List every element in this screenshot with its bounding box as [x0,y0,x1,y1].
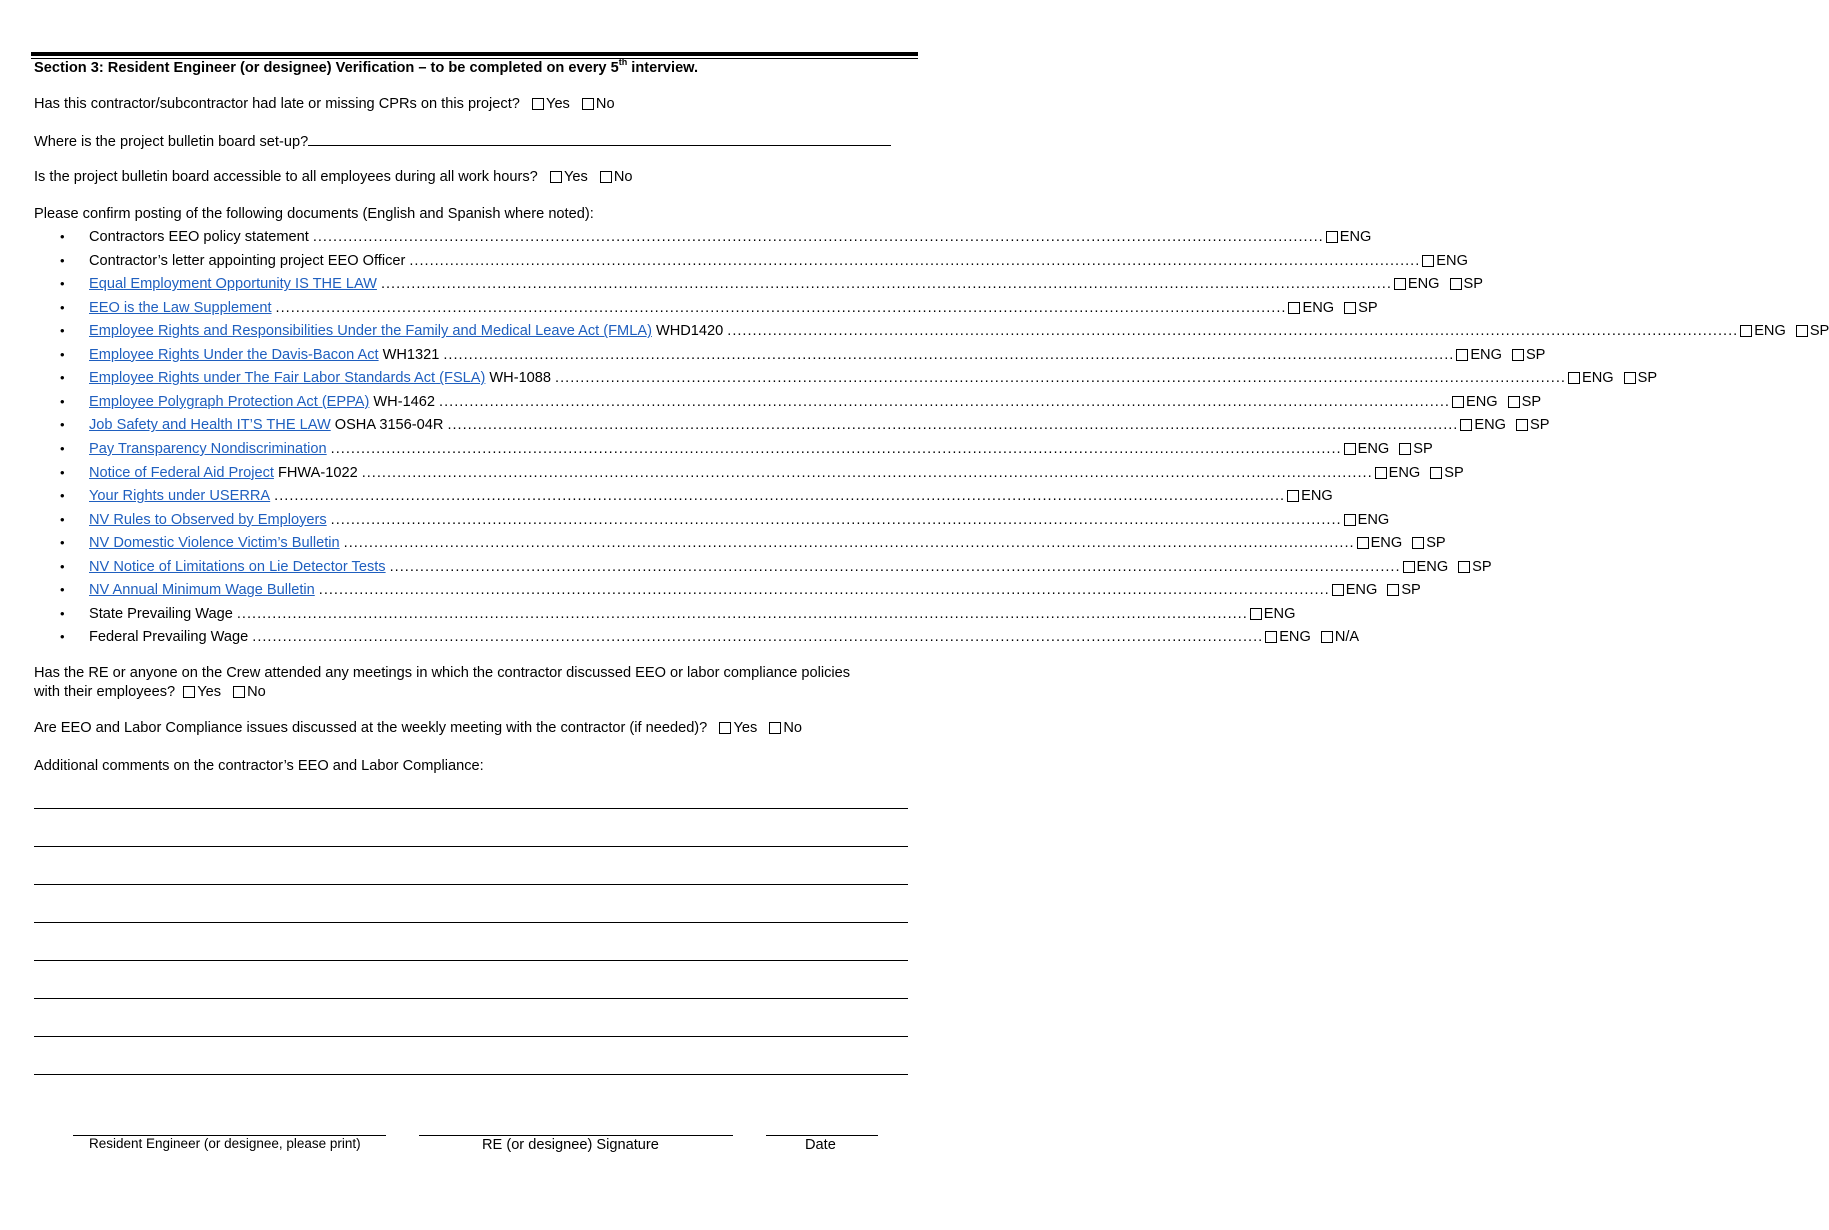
bullet-icon: • [60,582,65,598]
name-print-label: Resident Engineer (or designee, please print) [89,1136,361,1151]
document-item [60,299,1378,317]
checkbox-box[interactable] [1460,419,1472,431]
language-checkboxes [1422,252,1468,270]
language-checkboxes [1288,299,1377,317]
checkbox-eng[interactable] [1394,275,1440,293]
document-item [60,605,1296,623]
checkbox-box[interactable] [1624,372,1636,384]
checkbox-label: ENG [1407,276,1440,293]
comment-line[interactable] [34,1074,908,1075]
checkbox-eng[interactable] [1422,252,1468,270]
bullet-icon: • [60,252,65,268]
comment-line[interactable] [34,1036,908,1037]
question-meetings-line2 [34,683,266,701]
dot-leader: ........................................................................................................................................................................................................ [318,582,1330,599]
checkbox-sp[interactable] [1458,558,1491,576]
document-link[interactable]: Employee Rights under The Fair Labor Standards Act (FSLA) [89,370,486,387]
document-title: Contractor’s letter appointing project EEO Officer [89,252,406,269]
document-item [60,511,1390,529]
document-link[interactable]: Employee Polygraph Protection Act (EPPA) [89,393,370,410]
checkbox-yes[interactable]: Yes [550,169,588,185]
bullet-icon: • [60,276,65,292]
checkbox-yes[interactable]: Yes [719,720,757,736]
document-item [60,558,1492,576]
bulletin-location-field[interactable] [308,132,891,146]
language-checkboxes [1344,511,1390,529]
document-item [60,628,1360,646]
dot-leader: ........................................................................................................................................................................................................ [555,370,1566,387]
document-item [60,393,1542,411]
checkbox-label: SP [1472,558,1492,575]
checkbox-box[interactable] [1375,467,1387,479]
checkbox-label: ENG [1474,417,1506,434]
checkbox-label: SP [1525,346,1546,363]
dot-leader: ........................................................................................................................................................................................................ [447,417,1459,434]
posting-intro: Please confirm posting of the following documents (English and Spanish where noted): [34,206,594,222]
checkbox-box[interactable] [1326,231,1338,243]
checkbox-sp[interactable] [1412,534,1445,552]
checkbox-sp[interactable] [1450,275,1483,293]
document-code: WH1321 [382,346,440,363]
bullet-icon: • [60,417,65,433]
checkbox-box[interactable] [1456,349,1468,361]
checkbox-box[interactable] [1344,443,1356,455]
checkbox-no[interactable]: No [769,720,802,736]
document-link[interactable]: Employee Rights and Responsibilities Under the Family and Medical Leave Act (FMLA) [89,323,652,340]
checkbox-box[interactable] [1344,514,1356,526]
checkbox-box[interactable] [1288,302,1300,314]
checkbox-box[interactable] [1422,255,1434,267]
question-text: with their employees? [34,684,176,700]
question-bulletin-access [34,168,632,186]
document-item [60,581,1421,599]
language-checkboxes [1375,464,1464,482]
bullet-icon: • [60,629,65,645]
dot-leader: ........................................................................................................................................................................................................ [439,393,1450,410]
checkbox-eng[interactable] [1344,440,1390,458]
checkbox-sp[interactable] [1399,440,1432,458]
checkbox-box[interactable] [1458,561,1470,573]
checkbox-label: ENG [1345,582,1378,599]
language-checkboxes [1326,228,1372,246]
document-item [60,440,1433,458]
question-weekly-meeting [34,719,802,737]
checkbox-eng[interactable] [1403,558,1449,576]
document-link[interactable]: NV Rules to Observed by Employers [89,511,327,528]
checkbox-eng[interactable] [1460,416,1506,434]
checkbox-box[interactable] [1399,443,1411,455]
checkbox-label: ENG [1470,346,1502,363]
checkbox-label: ENG [1465,393,1498,410]
checkbox-box[interactable] [183,686,195,698]
document-item [60,464,1464,482]
checkbox-label: SP [1401,582,1421,599]
document-item [60,228,1372,246]
checkbox-eng[interactable] [1326,228,1372,246]
checkbox-box[interactable] [1452,396,1464,408]
language-checkboxes [1332,581,1421,599]
language-checkboxes [1460,416,1549,434]
bullet-icon: • [60,464,65,480]
checkbox-box[interactable] [769,722,781,734]
question-late-cprs [34,95,615,113]
checkbox-eng[interactable] [1288,299,1334,317]
document-link[interactable]: NV Annual Minimum Wage Bulletin [89,582,315,599]
document-item [60,416,1550,434]
checkbox-box[interactable] [1412,537,1424,549]
checkbox-box[interactable] [233,686,245,698]
language-checkboxes [1265,628,1359,646]
dot-leader: ........................................................................................................................................................................................................ [727,323,1739,340]
comment-line[interactable] [34,960,908,961]
checkbox-label: ENG [1301,488,1333,505]
bullet-icon: • [60,299,65,315]
bullet-icon: • [60,229,65,244]
dot-leader: ........................................................................................................................................................................................................ [330,511,1342,528]
dot-leader: ........................................................................................................................................................................................................ [443,346,1455,363]
checkbox-box[interactable] [1394,278,1406,290]
question-bulletin-location [34,132,891,151]
checkbox-no[interactable]: No [600,169,633,185]
checkbox-box[interactable] [1250,608,1262,620]
bullet-icon: • [60,511,65,527]
document-link[interactable]: NV Notice of Limitations on Lie Detector Tests [89,558,386,575]
checkbox-sp[interactable] [1387,581,1420,599]
date-label: Date [805,1137,836,1153]
bullet-icon: • [60,323,65,339]
checkbox-eng[interactable] [1250,605,1296,623]
checkbox-box[interactable] [719,722,731,734]
checkbox-label: ENG [1263,605,1296,622]
checkbox-eng[interactable] [1332,581,1378,599]
comment-line[interactable] [34,884,908,885]
document-link[interactable]: Pay Transparency Nondiscrimination [89,440,327,457]
checkbox-label: SP [1358,299,1378,316]
checkbox-no[interactable]: No [582,96,615,112]
checkbox-label: SP [1444,464,1464,481]
question-text: Has this contractor/subcontractor had late or missing CPRs on this project? [34,96,520,112]
document-item [60,369,1658,387]
bullet-icon: • [60,488,65,504]
checkbox-sp[interactable] [1344,299,1377,317]
checkbox-box[interactable] [1740,325,1752,337]
checkbox-label: SP [1426,535,1446,552]
dot-leader: ........................................................................................................................................................................................................ [275,299,1287,316]
comments-label: Additional comments on the contractor’s EEO and Labor Compliance: [34,758,484,774]
dot-leader: ........................................................................................................................................................................................................ [274,488,1286,505]
comment-line[interactable] [34,846,908,847]
bullet-icon: • [60,440,65,456]
language-checkboxes [1357,534,1446,552]
checkbox-sp[interactable] [1624,369,1657,387]
bullet-icon: • [60,346,65,362]
checkbox-box[interactable] [1344,302,1356,314]
language-checkboxes [1740,322,1829,340]
comment-line[interactable] [34,808,908,809]
checkbox-na[interactable] [1321,628,1359,646]
checkbox-sp[interactable] [1430,464,1463,482]
comment-line[interactable] [34,922,908,923]
comment-line[interactable] [34,998,908,999]
checkbox-box[interactable] [550,171,562,183]
dot-leader: ........................................................................................................................................................................................................ [252,629,1264,646]
checkbox-eng[interactable] [1357,534,1403,552]
checkbox-box[interactable] [600,171,612,183]
checkbox-label: ENG [1416,558,1449,575]
checkbox-box[interactable] [1512,349,1524,361]
checkbox-box[interactable] [532,98,544,110]
checkbox-eng[interactable] [1265,628,1311,646]
language-checkboxes [1456,346,1545,364]
checkbox-eng[interactable] [1344,511,1390,529]
checkbox-label: ENG [1302,299,1335,316]
checkbox-label: ENG [1388,464,1421,481]
document-item [60,534,1446,552]
checkbox-box[interactable] [1332,584,1344,596]
checkbox-label: SP [1809,323,1829,340]
language-checkboxes [1394,275,1483,293]
bullet-icon: • [60,558,65,574]
language-checkboxes [1403,558,1492,576]
document-link[interactable]: Your Rights under USERRA [89,488,271,505]
checkbox-eng[interactable] [1568,369,1614,387]
language-checkboxes [1452,393,1541,411]
section-heading: Section 3: Resident Engineer (or designee) Verification – to be completed on every 5th interview. [34,57,699,76]
date-line[interactable] [766,1135,878,1136]
document-link[interactable]: EEO is the Law Supplement [89,299,272,316]
signature-label: RE (or designee) Signature [482,1137,659,1153]
checkbox-box[interactable] [1450,278,1462,290]
checkbox-yes[interactable]: Yes [532,96,570,112]
document-link[interactable]: NV Domestic Violence Victim’s Bulletin [89,535,340,552]
top-rule-thick [31,52,918,56]
document-item [60,275,1483,293]
document-code: WH-1462 [373,393,436,410]
checkbox-box[interactable] [1321,631,1333,643]
checkbox-sp[interactable] [1796,322,1829,340]
checkbox-eng[interactable] [1375,464,1421,482]
document-link[interactable]: Notice of Federal Aid Project [89,464,274,481]
question-text: Are EEO and Labor Compliance issues discussed at the weekly meeting with the contractor (if needed)? [34,720,708,736]
document-code: OSHA 3156-04R [334,417,444,434]
document-item [60,322,1829,340]
dot-leader: ........................................................................................................................................................................................................ [361,464,1373,481]
checkbox-eng[interactable] [1456,346,1502,364]
checkbox-eng[interactable] [1452,393,1498,411]
document-code: FHWA-1022 [277,464,358,481]
bullet-icon: • [60,605,65,621]
bullet-icon: • [60,535,65,551]
checkbox-box[interactable] [1568,372,1580,384]
dot-leader: ........................................................................................................................................................................................................ [236,605,1248,622]
document-link[interactable]: Employee Rights Under the Davis-Bacon Act [89,346,379,363]
checkbox-box[interactable] [582,98,594,110]
checkbox-box[interactable] [1430,467,1442,479]
bullet-icon: • [60,370,65,386]
checkbox-label: ENG [1436,252,1468,269]
signature-line[interactable] [419,1135,733,1136]
document-item [60,252,1468,270]
checkbox-box[interactable] [1403,561,1415,573]
checkbox-label: ENG [1357,440,1390,457]
checkbox-box[interactable] [1357,537,1369,549]
language-checkboxes [1287,487,1333,505]
question-text: Is the project bulletin board accessible to all employees during all work hours? [34,169,538,185]
checkbox-box[interactable] [1796,325,1808,337]
checkbox-label: SP [1463,276,1483,293]
checkbox-eng[interactable] [1740,322,1786,340]
checkbox-box[interactable] [1265,631,1277,643]
checkbox-label: SP [1530,417,1550,434]
question-text: Where is the project bulletin board set-up? [34,134,309,150]
checkbox-label: ENG [1357,511,1390,528]
checkbox-label: SP [1521,393,1542,410]
checkbox-box[interactable] [1287,490,1299,502]
document-item [60,346,1546,364]
checkbox-label: SP [1413,440,1433,457]
language-checkboxes [1250,605,1296,623]
dot-leader: ........................................................................................................................................................................................................ [312,229,1324,245]
checkbox-label: ENG [1339,229,1372,245]
checkbox-label: ENG [1279,629,1311,646]
document-title: Contractors EEO policy statement [89,229,309,245]
checkbox-box[interactable] [1387,584,1399,596]
document-code: WH-1088 [489,370,552,387]
checkbox-label: SP [1637,370,1658,387]
checkbox-label: ENG [1581,370,1614,387]
dot-leader: ........................................................................................................................................................................................................ [343,535,1355,552]
dot-leader: ........................................................................................................................................................................................................ [330,440,1342,457]
checkbox-sp[interactable] [1508,393,1541,411]
document-link[interactable]: Job Safety and Health IT’S THE LAW [89,417,331,434]
checkbox-yes[interactable]: Yes [183,684,221,700]
checkbox-label: ENG [1370,535,1403,552]
dot-leader: ........................................................................................................................................................................................................ [389,558,1401,575]
document-title: State Prevailing Wage [89,605,233,622]
checkbox-label: ENG [1754,323,1786,340]
checkbox-no[interactable]: No [233,684,266,700]
language-checkboxes [1568,369,1657,387]
document-title: Federal Prevailing Wage [89,629,249,646]
checkbox-eng[interactable] [1287,487,1333,505]
document-link[interactable]: Equal Employment Opportunity IS THE LAW [89,276,377,293]
document-item [60,487,1333,505]
question-meetings-line1: Has the RE or anyone on the Crew attended any meetings in which the contractor discussed EEO or labor compliance policies [34,665,851,681]
checkbox-box[interactable] [1508,396,1520,408]
checkbox-box[interactable] [1516,419,1528,431]
checkbox-sp[interactable] [1512,346,1545,364]
document-code: WHD1420 [655,323,724,340]
bullet-icon: • [60,393,65,409]
checkbox-sp[interactable] [1516,416,1549,434]
language-checkboxes [1344,440,1433,458]
dot-leader: ........................................................................................................................................................................................................ [380,276,1392,293]
dot-leader: ........................................................................................................................................................................................................ [409,252,1421,269]
checkbox-label: N/A [1334,629,1360,646]
